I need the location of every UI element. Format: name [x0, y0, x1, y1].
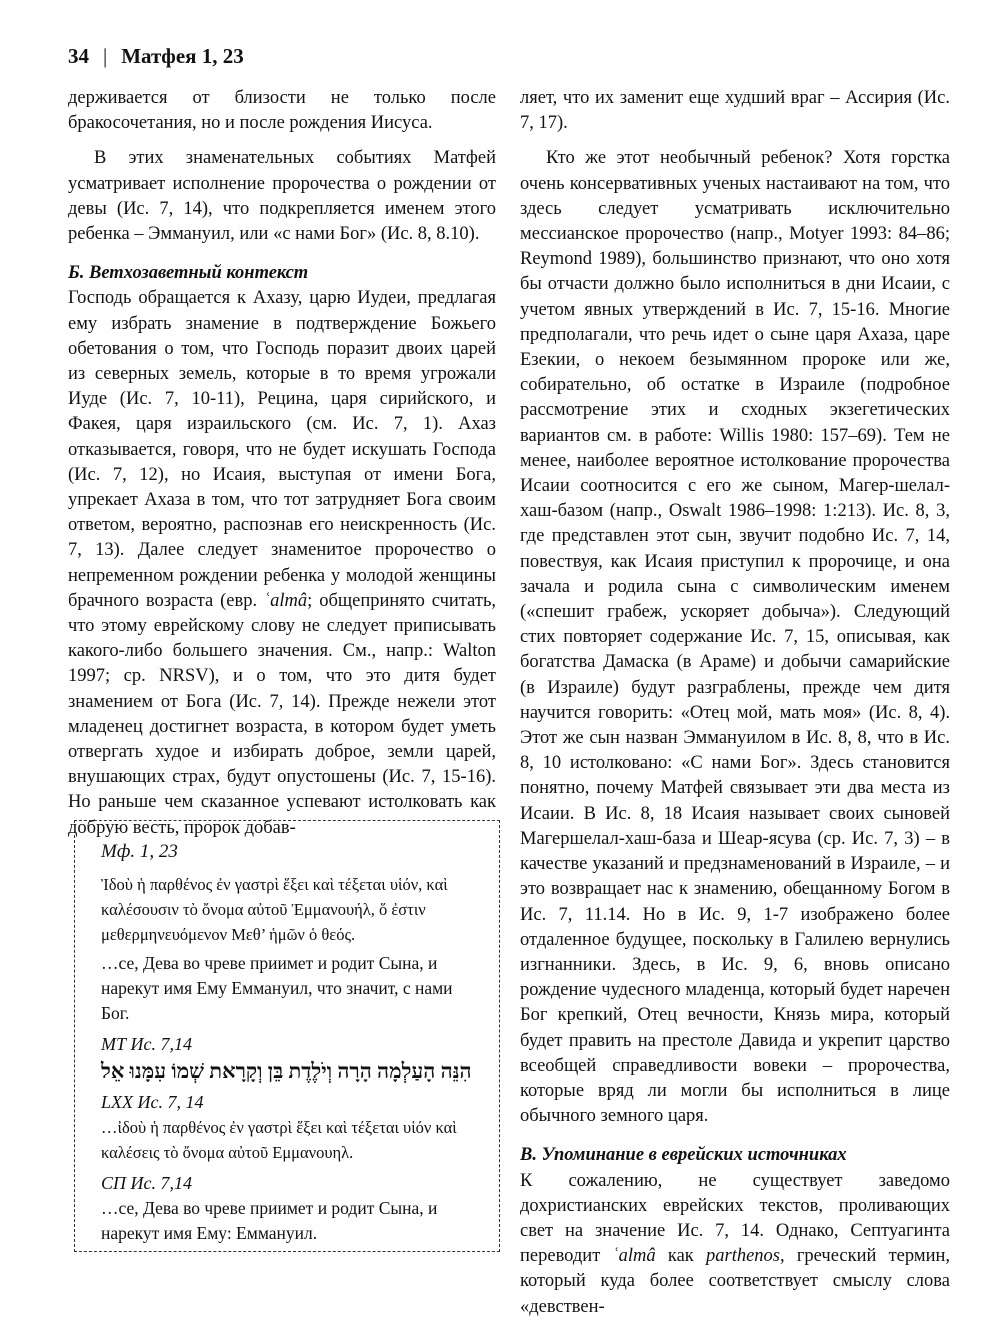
- box-label-sp: СП Ис. 7,14: [101, 1173, 192, 1193]
- box-label-mt: МТ Ис. 7,14: [101, 1034, 192, 1054]
- left-paragraph-2: В этих знаменательных событиях Матфей усматривает исполнение пророчества о рождении от девы (Ис. 7, 14), что подкрепляется именем этого ребенка – Эммануил, или «с нами Бог» (Ис. 8, 8.10).: [68, 148, 496, 245]
- right-paragraph-1: ляет, что их заменит еще худший враг – Ассирия (Ис. 7, 17).: [520, 88, 950, 134]
- section-heading-v: В. Упоминание в еврейских источниках: [520, 1145, 847, 1166]
- page-number: 34: [68, 44, 89, 68]
- term-parthenos: parthenos: [706, 1246, 780, 1267]
- running-title: Матфея 1, 23: [121, 44, 244, 68]
- term-alma-2: ʿalmâ: [612, 1246, 656, 1267]
- left-column: [68, 86, 496, 841]
- right-paragraph-3-mid: как: [655, 1246, 706, 1267]
- left-paragraph-1: держивается от близости не только после бракосочетания, но и после рождения Иисуса.: [68, 88, 496, 134]
- box-label-lxx: LXX Ис. 7, 14: [101, 1092, 204, 1112]
- quotation-box: [74, 820, 500, 1252]
- term-alma: ʿalmâ: [264, 590, 308, 611]
- left-paragraph-3: [68, 286, 496, 840]
- section-heading-b: Б. Ветхозаветный контекст: [68, 263, 309, 284]
- box-russian-sp: …се, Дева во чреве приимет и родит Сына, и нарекут имя Ему: Еммануил.: [101, 1198, 438, 1243]
- box-greek-lxx: …ἰδοὺ ἡ παρθένος ἐν γαστρὶ ἕξει καὶ τέξεται υἱόν καὶ καλέσεις τὸ ὄνομα αὐτοῦ Εμμανουηλ.: [101, 1118, 457, 1162]
- left-paragraph-3-part-b: ; общепринято считать, что этому еврейскому слову не следует приписывать какого-либо большего значения. См., напр.: Walton 1997; ср. NRSV), и о том, что это дитя будет знамением от Бога (Ис. 7, 14). Прежде нежели этот младенец достигнет возраста, в котором будет уметь отвергать худое и избирать доброе, земли царей, внушающих страх, будут опустошены (Ис. 7, 15-16). Но раньше чем сказанное успевают истолковать как добрую весть, пророк добав-: [68, 590, 497, 838]
- right-paragraph-3-part-b: , греческий термин, который куда более соответствует смыслу слова «девствен-: [520, 1246, 950, 1317]
- left-paragraph-3-part-a: Господь обращается к Ахазу, царю Иудеи, предлагая ему избрать знамение в подтверждение Божьего обетования о том, что Господь поразит двоих царей из северных земель, которые в то время угрожали Иуде (Ис. 7, 10-11), Рецина, царя сирийского, и Факея, царя израильского (см. Ис. 7, 1). Ахаз отказывается, говоря, что не будет искушать Господа (Ис. 7, 12), но Исаия, выступая от имени Бога, упрекает Ахаза в том, что тот затрудняет Бога своим ответом, вероятно, распознав его неискренность (Ис. 7, 13). Далее следует знаменитое пророчество о непременном рождении ребенка у молодой женщины брачного возраста (евр.: [68, 288, 496, 611]
- page-header: [68, 44, 244, 69]
- box-hebrew-text: הִנֵּה הָעַלְמָה הָרָה וְיֹלֶדֶת בֵּן וְקָרָאת שְׁמוֹ עִמָּנוּ אֵל: [101, 1059, 472, 1083]
- header-separator: |: [103, 44, 108, 68]
- right-paragraph-2: Кто же этот необычный ребенок? Хотя горстка очень консервативных ученых настаивают на том, что здесь следует усматривать исключительно мессианское пророчество (напр., Motyer 1993: 84–86; Reymond 1989), большинство признают, что оно хотя бы отчасти должно было исполниться в дни Исаии, с учетом явных утверждений в Ис. 7, 15-16. Многие предполагали, что речь идет о сыне царя Ахаза, царе Езекии, о некоем безымянном пророке или же, собирательно, об остатке в Израиле (подробное рассмотрение этих и сходных экзегетических вариантов см. в работе: Willis 1980: 157–69). Тем не менее, наиболее вероятное истолкование пророчества Исаии соотносится с его же сыном, Магер-шелал-хаш-базом (напр., Oswalt 1986–1998: 1:213). Ис. 8, 3, где представлен этот сын, звучит подобно Ис. 7, 14, повествуя, как Исаия приступил к пророчице, и она зачала и родила сына с символическим именем («спешит грабеж, ускоряет добыча»). Следующий стих повторяет содержание Ис. 7, 15, описывая, как богатства Дамаска (в Араме) и добычи самарийские (в Израиле) будут разграблены, прежде чем дитя научится говорить: «Отец мой, мать моя» (Ис. 8, 4). Этот же сын назван Эммануилом в Ис. 8, 8, что в Ис. 8, 10 истолковано: «С нами Бог». Здесь становится понятно, почему Матфей связывает эти два места из Исаии. В Ис. 8, 18 Исаия называет своих сыновей Магершелал-хаш-база и Шеар-ясува (ср. Ис. 7, 3) – в качестве указаний и предзнаменований в Израиле, – и это возвращает нас к знамению, обещанному Богом в Ис. 7, 11.14. Но в Ис. 9, 1-7 изображено более отдаленное будущее, поскольку в Галилею вернулись изгнанники. Здесь, в Ис. 9, 6, вновь описано рождение чудесного младенца, который будет наречен Бог крепкий, Отец вечности, Князь мира, который будет править на престоле Давида и укрепит царство всеобщей справедливости вовеки – пророчества, которые вряд ли могли бы исполниться в лице обычного земного царя.: [520, 148, 950, 1127]
- right-paragraph-3: [520, 1169, 950, 1320]
- box-russian-matthew: …се, Дева во чреве приимет и родит Сына, и нарекут имя Ему Еммануил, что значит, с нами Бог.: [101, 953, 453, 1023]
- box-label-matthew: Мф. 1, 23: [101, 841, 178, 862]
- right-column: [520, 86, 950, 1320]
- right-paragraph-3-part-a: К сожалению, не существует заведомо дохристианских еврейских текстов, проливающих свет на значение Ис. 7, 14. Однако, Септуагинта переводит: [520, 1170, 950, 1267]
- box-greek-matthew: Ἰδοὺ ἡ παρθένος ἐν γαστρὶ ἕξει καὶ τέξεται υἱόν, καὶ καλέσουσιν τὸ ὄνομα αὐτοῦ Ἐμμανουήλ, ὅ ἐστιν μεθερμηνευόμενον Μεθ’ ἡμῶν ὁ θεός.: [101, 875, 448, 944]
